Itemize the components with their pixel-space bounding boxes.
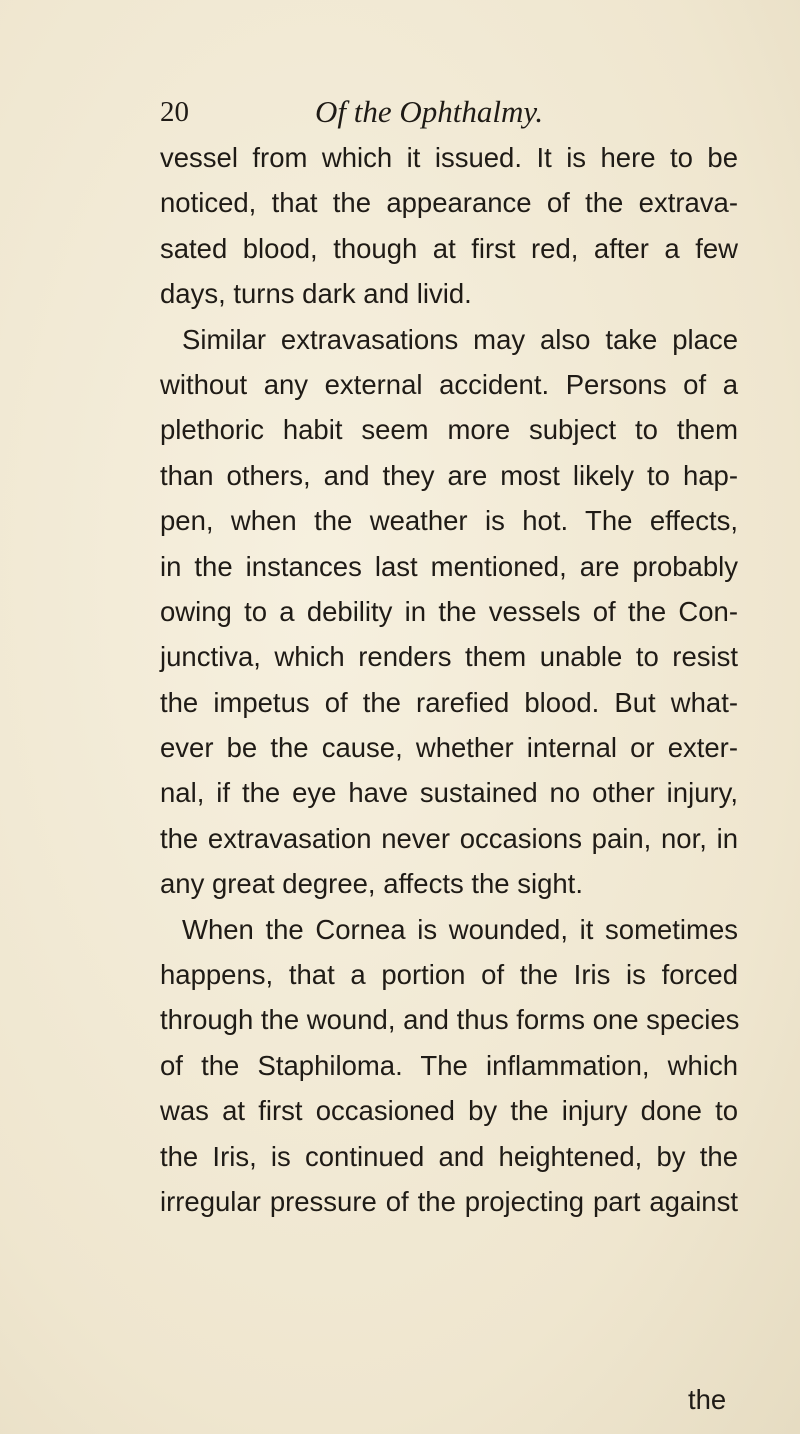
- page-number: 20: [160, 96, 189, 128]
- paragraph-2: [160, 317, 738, 907]
- catchword: the: [688, 1384, 727, 1415]
- text-line: vessel from which it issued. It is here to be: [160, 142, 738, 173]
- text-line: of the Staphiloma. The inflammation, which: [160, 1049, 738, 1081]
- text-line: owing to a debility in the vessels of the Con-: [160, 595, 738, 627]
- text-line: junctiva, which renders them unable to resist: [160, 641, 738, 673]
- text-line: through the wound, and thus forms one species: [160, 1004, 740, 1036]
- text-line: When the Cornea is wounded, it sometimes: [182, 913, 738, 945]
- text-line: the Iris, is continued and heightened, by the: [160, 1140, 738, 1172]
- text-line: plethoric habit seem more subject to them: [160, 414, 738, 446]
- running-title: Of the Ophthalmy.: [315, 94, 544, 129]
- text-line: the extravasation never occasions pain, nor, in: [160, 822, 738, 854]
- text-line: sated blood, though at first red, after a few: [160, 232, 738, 264]
- text-line: happens, that a portion of the Iris is forced: [160, 959, 738, 991]
- text-line: in the instances last mentioned, are probably: [160, 550, 738, 582]
- body-text: [160, 135, 738, 1224]
- page-header: [160, 92, 720, 132]
- text-line: without any external accident. Persons of a: [160, 368, 738, 400]
- text-line: any great degree, affects the sight.: [160, 868, 583, 900]
- text-line: Similar extravasations may also take place: [182, 323, 738, 355]
- text-line: was at first occasioned by the injury done to: [160, 1095, 738, 1127]
- text-line: nal, if the eye have sustained no other injury,: [160, 777, 738, 809]
- text-line: pen, when the weather is hot. The effects,: [160, 505, 738, 537]
- text-line: the impetus of the rarefied blood. But what-: [160, 686, 738, 718]
- text-line: irregular pressure of the projecting part against: [160, 1185, 738, 1217]
- text-line: noticed, that the appearance of the extrava-: [160, 187, 738, 219]
- text-line: than others, and they are most likely to hap-: [160, 459, 738, 491]
- paragraph-3: [160, 907, 738, 1225]
- paragraph-1: [160, 135, 738, 317]
- text-line: days, turns dark and livid.: [160, 278, 472, 310]
- text-line: ever be the cause, whether internal or exter-: [160, 732, 738, 764]
